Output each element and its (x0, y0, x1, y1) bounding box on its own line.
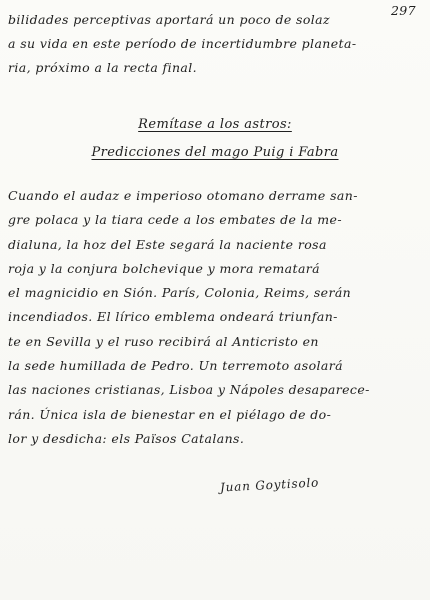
body-line: te en Sevilla y el ruso recibirá al Anticristo en (8, 333, 319, 349)
body-line: roja y la conjura bolchevique y mora rematará (8, 260, 321, 276)
page-number: 297 (390, 3, 416, 18)
body-line: Cuando el audaz e imperioso otomano derrame san- (8, 188, 358, 203)
intro-line: a su vida en este período de incertidumbre planeta- (8, 36, 357, 51)
intro-line: bilidades perceptivas aportará un poco de solaz (8, 12, 331, 27)
intro-line: ria, próximo a la recta final. (8, 60, 198, 75)
body-line: incendiados. El lírico emblema ondeará triunfan- (8, 309, 338, 325)
section-subtitle: Predicciones del mago Puig i Fabra (91, 145, 339, 160)
body-line: las naciones cristianas, Lisboa y Nápoles desaparece- (8, 382, 370, 398)
heading-group (0, 112, 430, 166)
body-line: la sede humillada de Pedro. Un terremoto asolará (8, 358, 343, 374)
intro-paragraph (8, 8, 420, 80)
body-line: gre polaca y la tiara cede a los embates de la me- (8, 212, 342, 228)
section-title: Remítase a los astros: (138, 117, 292, 132)
body-line: rán. Única isla de bienestar en el piélago de do- (8, 406, 332, 422)
body-line: lor y desdicha: els Països Catalans. (8, 430, 245, 446)
body-line: dialuna, la hoz del Este segará la naciente rosa (8, 236, 327, 252)
body-line: el magnicidio en Sión. París, Colonia, Reims, serán (8, 285, 352, 301)
body-paragraph (8, 184, 420, 451)
author-signature: Juan Goytisolo (219, 475, 320, 495)
